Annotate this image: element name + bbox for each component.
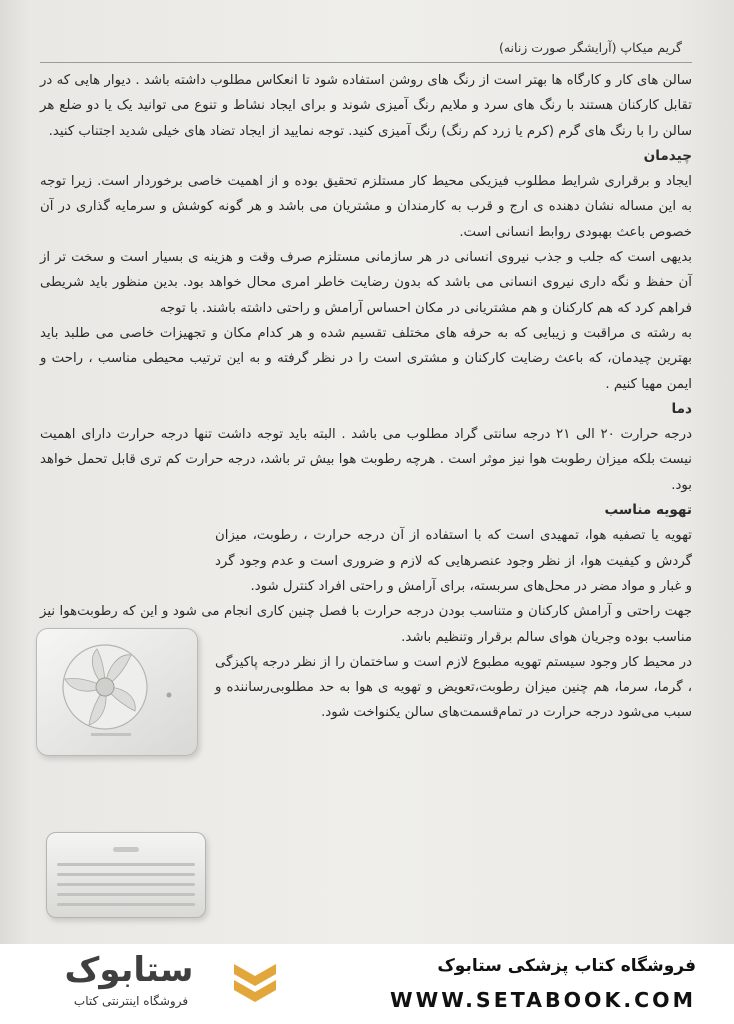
heading-layout: چیدمان <box>643 147 692 164</box>
ac-badge <box>113 847 139 852</box>
store-name: فروشگاه کتاب پزشکی ستابوک <box>437 956 696 976</box>
store-url[interactable]: WWW.SETABOOK.COM <box>389 988 696 1012</box>
fan-icon <box>37 629 197 755</box>
setabook-logo-icon <box>230 958 280 1010</box>
paragraph-layout-2: بدیهی است که جلب و جذب نیروی انسانی در هر سازمانی مستلزم صرف وقت و هزینه ی بسیار است و سخت تر از آن حفظ و نگه داری نیروی انسانی می باشد که بدون رضایت خاطر امری محال خواهد بود. بدین منظور باید شریطی فراهم کرد که هم کارکنان و هم مشتریانی در مکان احساس آرامش و راحتی داشته باشند. با توجه <box>40 250 692 316</box>
paragraph-temperature: درجه حرارت ۲۰ الی ۲۱ درجه سانتی گراد مطلوب می باشد . البته باید توجه داشت تنها درجه حرارت دارای اهمیت نیست بلکه میزان رطوبت هوا نیز موثر است . هرچه رطوبت هوا بیش تر باشد، درجه حرارت کم تری قابل تحمل خواهد بود. <box>40 427 692 493</box>
ac-slat <box>57 903 195 906</box>
air-conditioner-image <box>46 832 206 918</box>
paragraph-layout-1: ایجاد و برقراری شرایط مطلوب فیزیکی محیط کار مستلزم تحقیق بوده و از اهمیت خاصی برخوردار است. زیرا توجه به این مساله نشان دهنده ی ارج و قرب به کارمندان و مشتریان می باشد و هر گونه کوشش و سرمایه گذاری در آن خصوص باعث بهبودی روابط انسانی است. <box>40 174 692 240</box>
ac-slat <box>57 883 195 886</box>
paragraph-ventilation-1: تهویه یا تصفیه هوا، تمهیدی است که با استفاده از آن درجه حرارت ، رطوبت، میزان گردش و کیفیت هوا، از نظر وجود عنصرهایی که لازم و ضروری است و عدم وجود گرد و غبار و مواد مضر در محل‌های سربسته، برای آرامش و راحتی افراد کنترل شود. <box>215 528 692 594</box>
paragraph-layout-3: به رشته ی مراقبت و زیبایی که به حرفه های مختلف تقسیم شده و هر کدام مکان و تجهیزات خاصی می طلبد باید بهترین چیدمان، که باعث رضایت کارکنان و مشتری است را در نظر گرفته و به این ترتیب محیطی مناسب ، راحت و ایمن مهیا کنیم . <box>40 325 692 392</box>
running-header: گریم میکاپ (آرایشگر صورت زنانه) <box>498 40 682 55</box>
paragraph-ventilation-2: جهت راحتی و آرامش کارکنان و متناسب بودن درجه حرارت با فصل چنین کاری انجام می شود و این که رطوبت‌هوا نیز مناسب بوده وجریان هوای سالم برقرار وتنظیم باشد. <box>40 604 692 645</box>
paragraph-colors: سالن های کار و کارگاه ها بهتر است از رنگ های روشن استفاده شود تا انعکاس مطلوب داشته باشد . دیوار هایی که در تقابل کارکنان هستند با رنگ های سرد و ملایم رنگ آمیزی شوند و برای ایجاد نشاط و تنوع می توانید یک یا دو ضلع هر سالن را با رنگ های گرم (کرم یا زرد کم رنگ) رنگ آمیزی کنید. توجه نمایید از ایجاد تضاد های خیلی شدید اجتناب کنید. <box>40 73 692 139</box>
header-rule <box>40 62 692 63</box>
footer-banner <box>0 944 734 1024</box>
heading-temperature: دما <box>671 400 692 417</box>
ac-slat <box>57 873 195 876</box>
paragraph-ventilation-3: در محیط کار وجود سیستم تهویه مطبوع لازم است و ساختمان را از نظر درجه پاکیزگی ، گرما، سرما، هم چنین میزان رطوبت،تعویض و تهویه ی هوا به حد مطلوبی‌رساننده و سبب می‌شود درجه حرارت در تمام‌قسمت‌های سالن یکنواخت شود. <box>215 654 692 721</box>
exhaust-fan-image <box>36 628 198 756</box>
logo-tagline: فروشگاه اینترنتی کتاب <box>73 994 189 1008</box>
ac-slat <box>57 893 195 896</box>
heading-ventilation: تهویه مناسب <box>604 502 692 519</box>
logo-wordmark: ستابوک <box>64 950 194 990</box>
ac-slat <box>57 863 195 866</box>
